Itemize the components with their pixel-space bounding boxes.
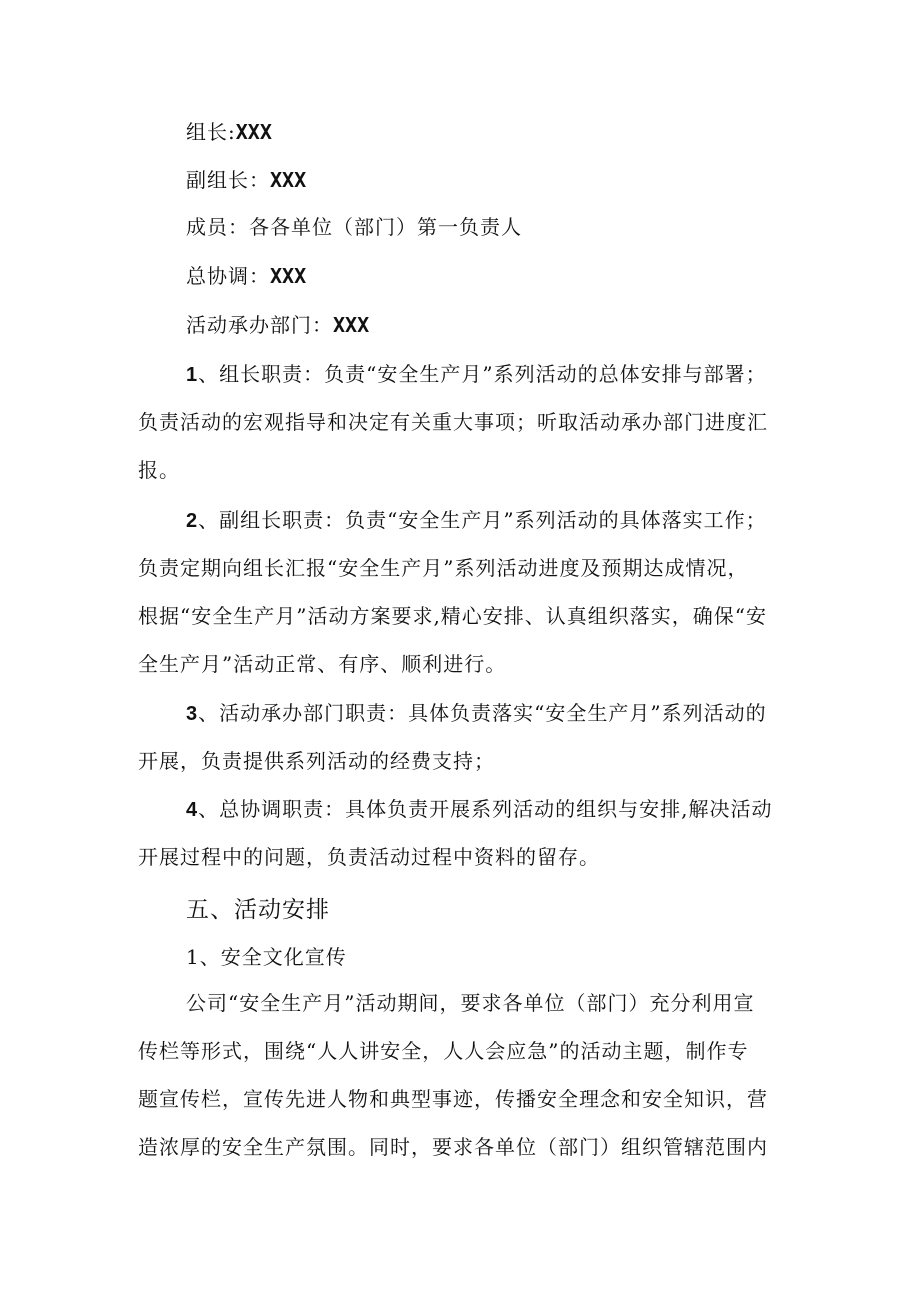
leader-value: XXX	[235, 120, 272, 144]
duty-4-number: 4	[186, 799, 199, 821]
duty-2-line-4: 全生产月”活动正常、有序、顺利进行。	[138, 652, 507, 676]
paragraph-line-3: 题宣传栏，宣传先进人物和典型事迹，传播安全理念和安全知识，营	[138, 1087, 768, 1111]
duty-2-number: 2	[186, 510, 199, 532]
duty-3-text: 、活动承办部门职责：具体负责落实“安全生产月”系列活动的	[198, 701, 767, 725]
section-heading: 五、活动安排	[186, 896, 330, 922]
duty-1-line-3: 报。	[138, 458, 180, 482]
duty-2-line-1	[186, 505, 767, 536]
duty-1-line-2: 负责活动的宏观指导和决定有关重大事项；听取活动承办部门进度汇	[138, 410, 768, 434]
paragraph-line-2: 传栏等形式，围绕“人人讲安全，人人会应急”的活动主题，制作专	[138, 1039, 749, 1063]
duty-1-text: 、组长职责：负责“安全生产月”系列活动的总体安排与部署；	[198, 362, 767, 386]
deputy-value: XXX	[270, 168, 307, 192]
members-line: 成员：各各单位（部门）第一负责人	[186, 215, 522, 239]
duty-2-line-2: 负责定期向组长汇报“安全生产月”系列活动进度及预期达成情况，	[138, 556, 749, 580]
duty-1-line-1	[186, 359, 767, 390]
duty-2-line-3: 根据“安全生产月”活动方案要求,精心安排、认真组织落实，确保“安	[138, 604, 768, 628]
duty-2-text: 、副组长职责：负责“安全生产月”系列活动的具体落实工作；	[198, 508, 767, 532]
dept-label: 活动承办部门：	[186, 313, 333, 337]
deputy-line	[186, 165, 306, 195]
duty-1-number: 1	[186, 364, 199, 386]
duty-3-line-1	[186, 698, 767, 729]
leader-label: 组长:	[186, 120, 236, 144]
leader-line	[186, 117, 272, 147]
dept-line	[186, 310, 369, 340]
paragraph-line-4: 造浓厚的安全生产氛围。同时，要求各单位（部门）组织管辖范围内	[138, 1135, 768, 1159]
deputy-label: 副组长：	[186, 168, 270, 192]
duty-3-number: 3	[186, 703, 199, 725]
duty-4-line-2: 开展过程中的问题，负责活动过程中资料的留存。	[138, 845, 600, 869]
dept-value: XXX	[333, 313, 370, 337]
duty-4-text: 、总协调职责：具体负责开展系列活动的组织与安排,解决活动	[198, 797, 773, 821]
duty-3-line-2: 开展，负责提供系列活动的经费支持；	[138, 749, 495, 773]
coordinator-line	[186, 261, 306, 291]
section-subheading: 1、安全文化宣传	[186, 945, 347, 969]
coordinator-label: 总协调：	[186, 264, 270, 288]
coordinator-value: XXX	[270, 264, 307, 288]
duty-4-line-1	[186, 794, 772, 825]
paragraph-line-1: 公司“安全生产月”活动期间，要求各单位（部门）充分利用宣	[186, 991, 755, 1015]
